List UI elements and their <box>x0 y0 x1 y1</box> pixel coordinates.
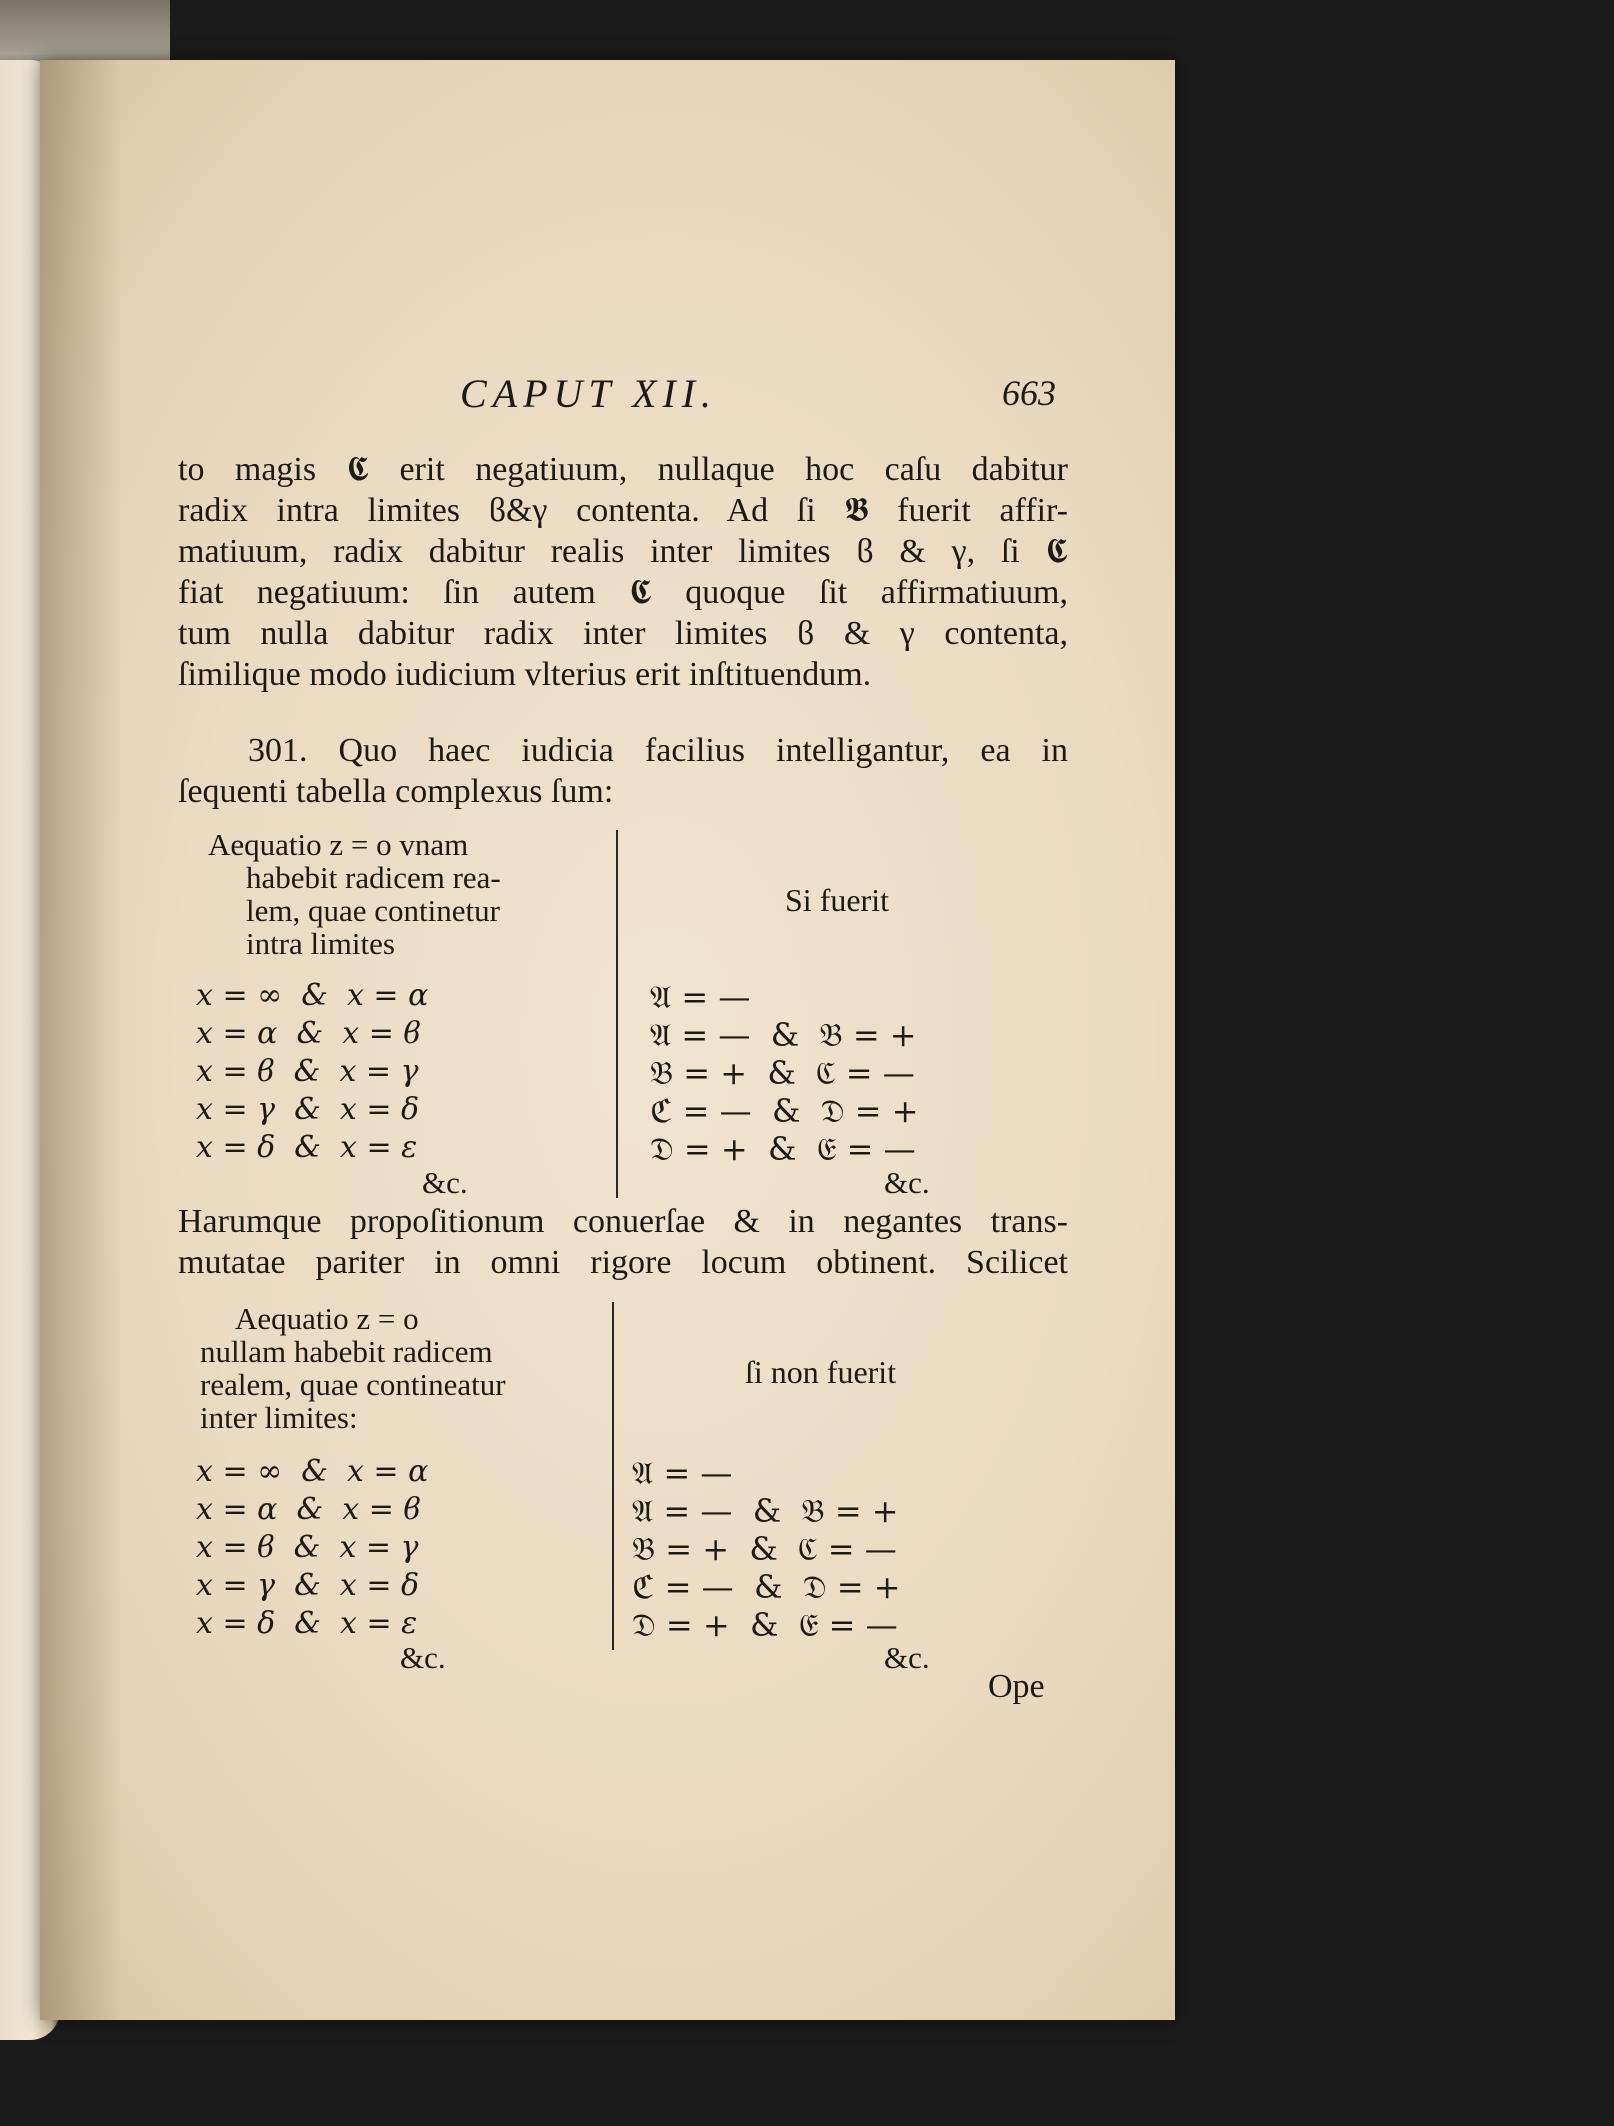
table2-condition-row: 𝔄 = — <box>632 1454 733 1492</box>
paragraph-line: mutatae pariter in omni rigore locum obtinent. Scilicet <box>178 1244 1068 1281</box>
table1-limit-row: x = δ & x = ε <box>196 1130 418 1165</box>
table1-right-header: Si fuerit <box>785 882 889 918</box>
paragraph-line: matiuum, radix dabitur realis inter limites ϐ & γ, ſi 𝕮 <box>178 533 1068 570</box>
table2-desc-line: realem, quae contineatur <box>200 1367 506 1402</box>
table2-limit-row: x = ∞ & x = α <box>196 1454 429 1489</box>
table2-condition-row: 𝔇 = + & 𝔈 = — <box>632 1606 898 1644</box>
page-gutter-shadow <box>40 60 120 2020</box>
paragraph-3 <box>178 1201 1068 1283</box>
paragraph-line: 301. Quo haec iudicia facilius intelligantur, ea in <box>248 732 1068 769</box>
table1-desc-line: habebit radicem rea- <box>246 860 501 895</box>
paragraph-line: ſequenti tabella complexus ſum: <box>178 773 614 810</box>
table1-description <box>200 828 580 960</box>
table1-condition-row: 𝔄 = — & 𝔅 = + <box>650 1016 917 1054</box>
page-number: 663 <box>1002 373 1056 413</box>
paragraph-2 <box>178 730 1068 812</box>
table2-limit-row: x = γ & x = δ <box>196 1568 420 1603</box>
running-head-title: CAPUT XII. <box>460 371 718 416</box>
table1-condition-row: ℭ = — & 𝔇 = + <box>650 1092 919 1130</box>
table2-condition-row: 𝔅 = + & ℭ = — <box>632 1530 897 1568</box>
table1-etc-right: &c. <box>884 1165 930 1200</box>
table2-right-header: ſi non fuerit <box>745 1354 897 1390</box>
paragraph-line: radix intra limites ϐ&γ contenta. Ad ſi 𝕭 fuerit affir- <box>178 492 1068 529</box>
table1-limit-row: x = α & x = ϐ <box>196 1016 421 1051</box>
paragraph-line: ſimilique modo iudicium vlterius erit inſtituendum. <box>178 656 872 693</box>
table1-limit-row: x = γ & x = δ <box>196 1092 420 1127</box>
table2-description <box>200 1302 620 1434</box>
table2-condition-row: 𝔄 = — & 𝔅 = + <box>632 1492 899 1530</box>
paragraph-line: tum nulla dabitur radix inter limites ϐ & γ contenta, <box>178 615 1068 652</box>
table1-desc-line: intra limites <box>246 926 395 961</box>
table2-limit-row: x = δ & x = ε <box>196 1606 418 1641</box>
table1-condition-row: 𝔄 = — <box>650 978 751 1016</box>
table2-limit-row: x = α & x = ϐ <box>196 1492 421 1527</box>
paragraph-line: Harumque propoſitionum conuerſae & in negantes trans- <box>178 1203 1068 1240</box>
table1-divider <box>616 830 618 1198</box>
table1-limit-row: x = ∞ & x = α <box>196 978 429 1013</box>
table2-etc-right: &c. <box>884 1640 930 1675</box>
table1-limit-row: x = ϐ & x = γ <box>196 1054 419 1089</box>
paragraph-1 <box>178 449 1068 695</box>
table1-desc-line: Aequatio z = o vnam <box>208 827 469 862</box>
table2-desc-line: inter limites: <box>200 1400 358 1435</box>
table1-condition-row: 𝔅 = + & ℭ = — <box>650 1054 915 1092</box>
table2-desc-line: nullam habebit radicem <box>200 1334 493 1369</box>
table2-limit-row: x = ϐ & x = γ <box>196 1530 419 1565</box>
table2-condition-row: ℭ = — & 𝔇 = + <box>632 1568 901 1606</box>
paragraph-line: fiat negatiuum: ſin autem 𝕮 quoque ſit affirmatiuum, <box>178 574 1068 611</box>
table1-desc-line: lem, quae continetur <box>246 893 500 928</box>
paragraph-line: to magis 𝕮 erit negatiuum, nullaque hoc caſu dabitur <box>178 451 1068 488</box>
table1-condition-row: 𝔇 = + & 𝔈 = — <box>650 1130 916 1168</box>
table2-etc-left: &c. <box>400 1640 446 1675</box>
table2-divider <box>612 1302 614 1650</box>
table1-etc-left: &c. <box>422 1165 468 1200</box>
catchword: Ope <box>988 1668 1045 1705</box>
table2-desc-line: Aequatio z = o <box>235 1301 419 1336</box>
